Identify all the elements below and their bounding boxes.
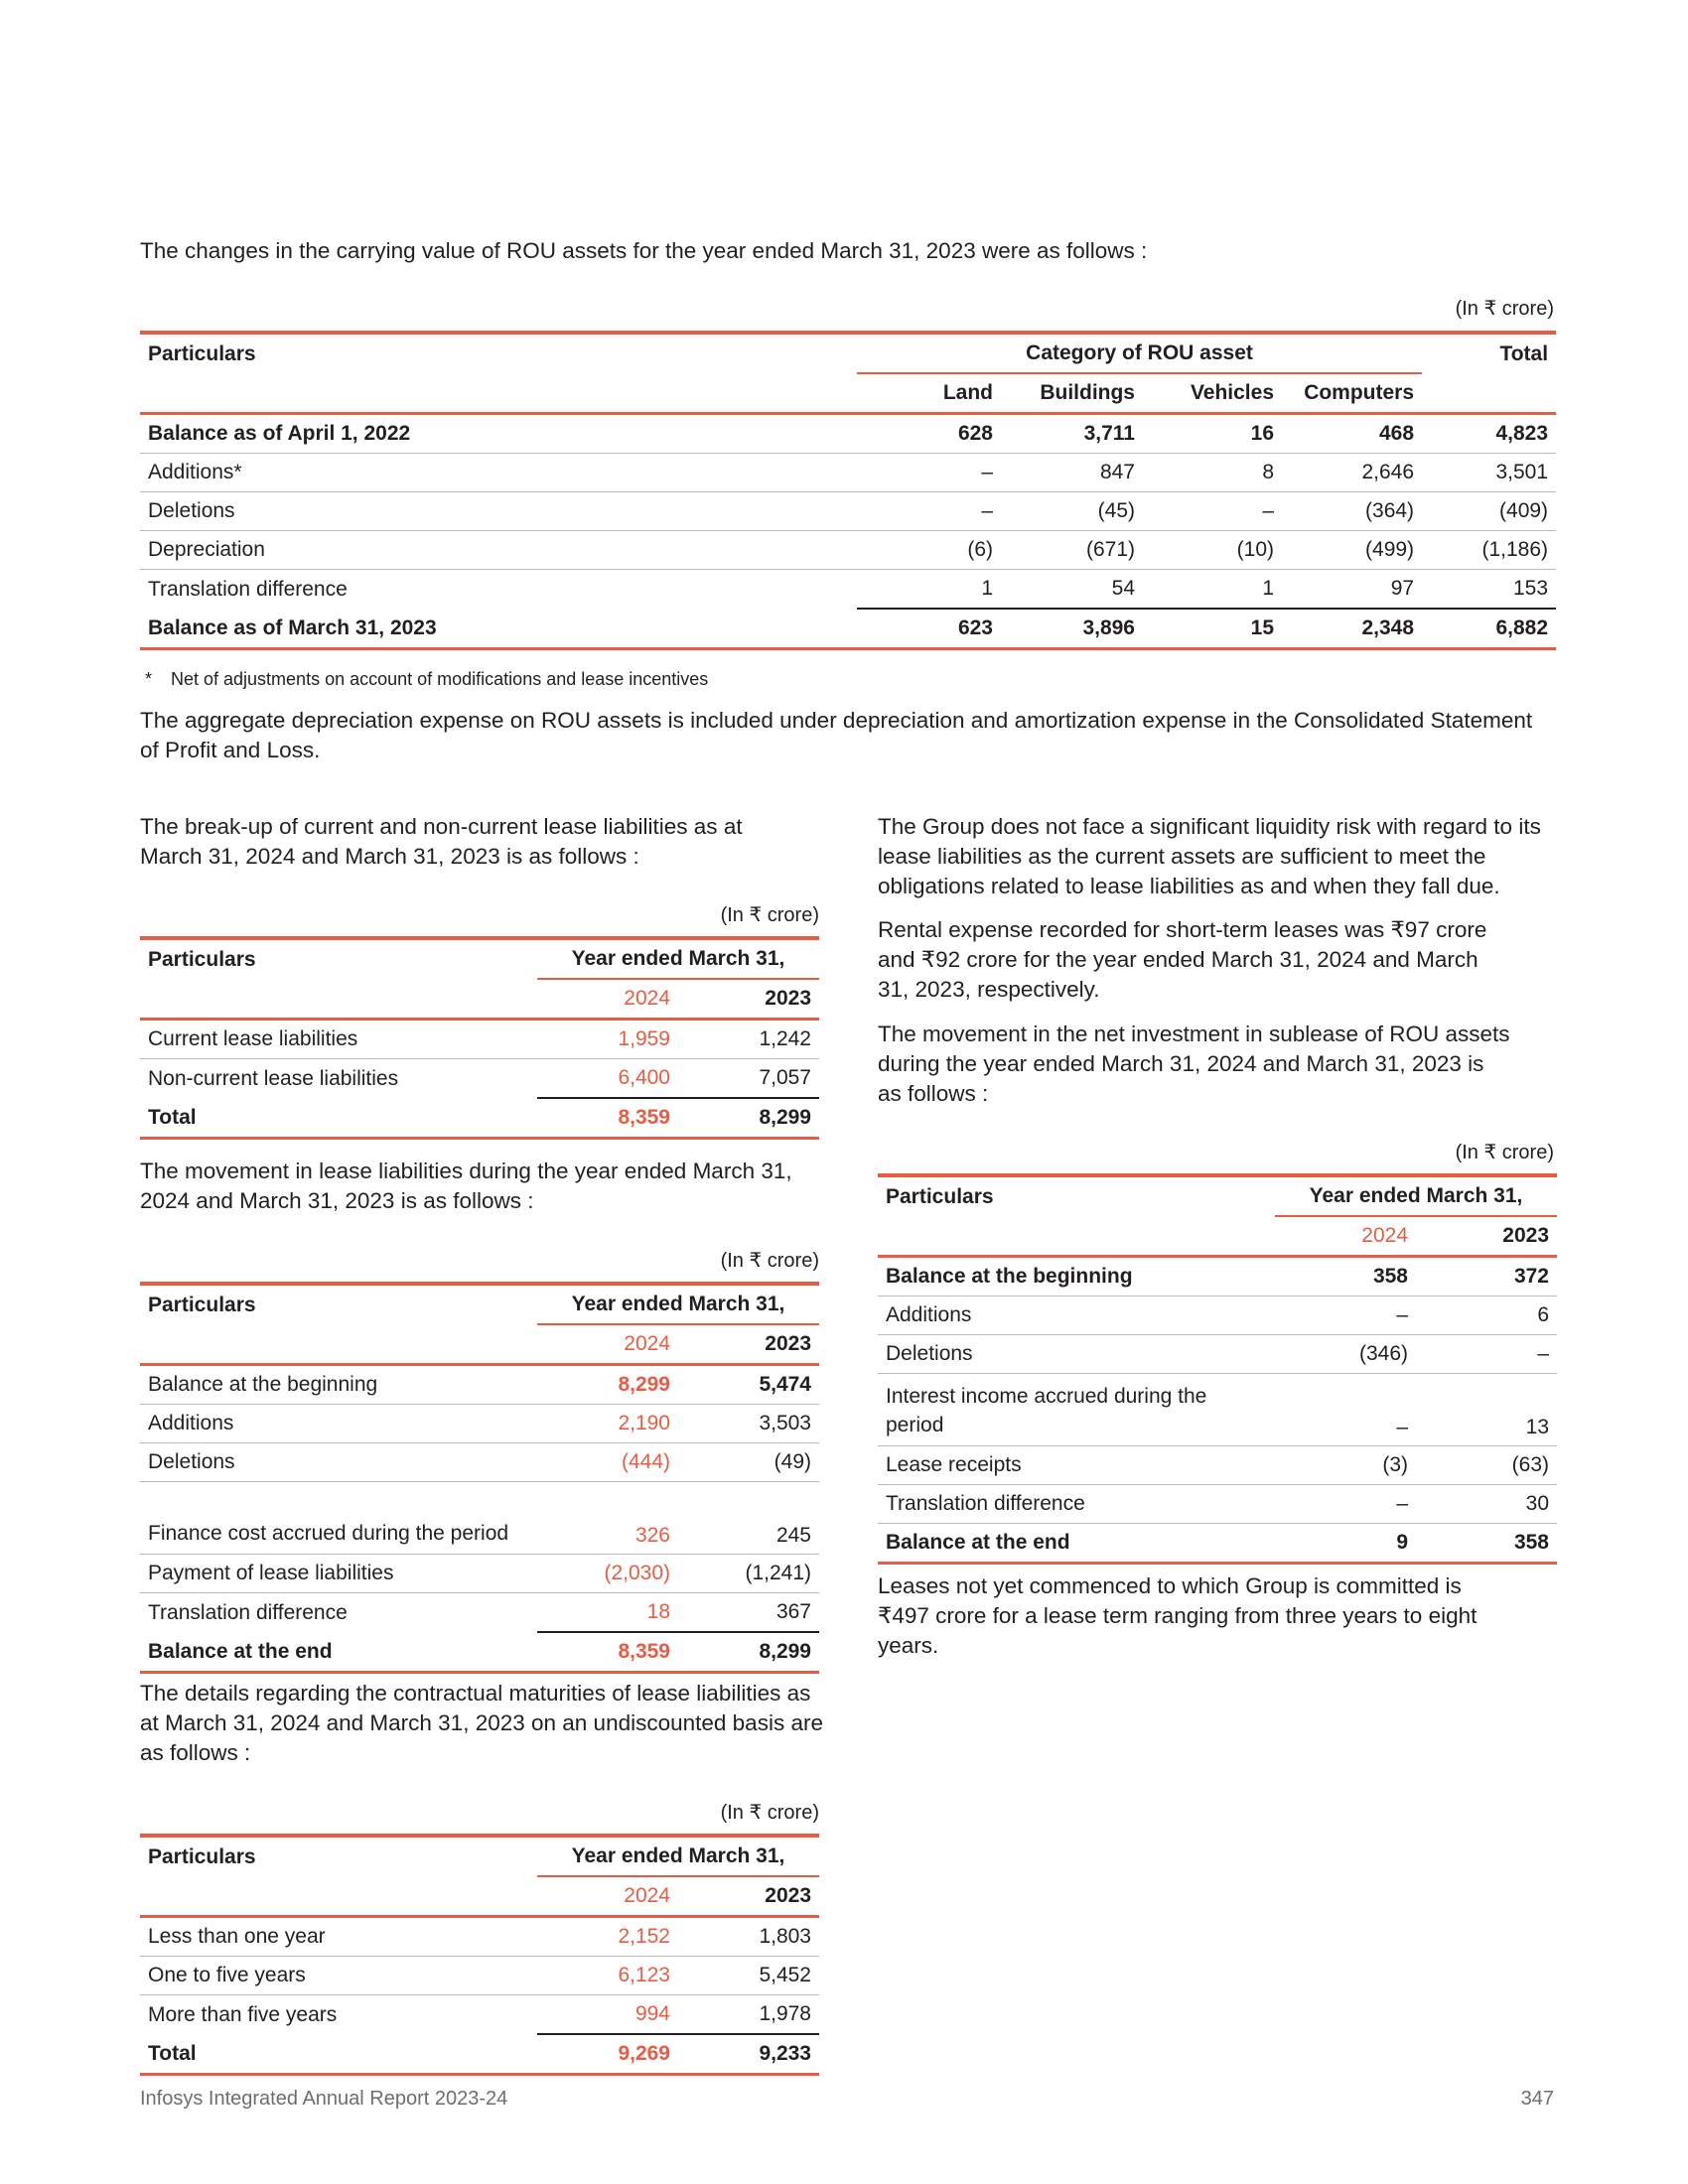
cell-2023: 30 [1416,1485,1557,1524]
cell-2024: 8,299 [537,1365,678,1405]
cell-2023: 372 [1416,1257,1557,1297]
h-2023: 2023 [1416,1216,1557,1257]
rou-h-land: Land [857,373,1001,414]
movement-table [140,1282,819,1674]
h-particulars: Particulars [140,938,537,979]
unit-label: (In ₹ crore) [1455,298,1554,320]
table-row [140,1593,819,1633]
cell-2024: 6,123 [537,1957,678,1995]
h-2024: 2024 [537,1324,678,1365]
rou-h-computers: Computers [1282,373,1422,414]
table-row [140,1405,819,1443]
cell-computers: 2,646 [1282,454,1422,492]
row-label: Less than one year [140,1917,537,1957]
row-label: Balance at the end [140,1632,537,1673]
cell-land: (6) [857,531,1001,570]
table-row [878,1257,1557,1297]
row-label: Lease receipts [878,1446,1275,1485]
row-label: Total [140,2034,537,2075]
cell-buildings: (45) [1001,492,1143,531]
row-label: Deletions [140,1443,537,1482]
cell-2024: 994 [537,1995,678,2035]
cell-computers: (499) [1282,531,1422,570]
table-row [878,1297,1557,1335]
h-particulars: Particulars [878,1175,1275,1216]
row-label: Additions* [140,454,857,492]
table-row [140,609,1556,649]
row-label: Balance at the beginning [878,1257,1275,1297]
h-year-ended: Year ended March 31, [537,1836,819,1876]
unit-label: (In ₹ crore) [720,904,819,926]
cell-2023: 245 [678,1482,819,1555]
row-label: Balance as of March 31, 2023 [140,609,857,649]
table-row [140,1917,819,1957]
cell-vehicles: 16 [1143,414,1282,454]
cell-2023: 8,299 [678,1098,819,1139]
h-particulars: Particulars [140,1284,537,1324]
h-2023: 2023 [678,1324,819,1365]
cell-2024: 326 [537,1482,678,1555]
row-label: Non-current lease liabilities [148,1066,399,1090]
row-label: Balance as of April 1, 2022 [140,414,857,454]
h-2024: 2024 [1275,1216,1416,1257]
cell-vehicles: – [1143,492,1282,531]
h-particulars: Particulars [140,1836,537,1876]
movement-intro: The movement in lease liabilities during the year ended March 31, 2024 and March 31, 2023 is as follows : [140,1159,792,1213]
table-row [140,1482,819,1555]
table-row [140,2034,819,2075]
breakup-intro: The break-up of current and non-current lease liabilities as at March 31, 2024 and March 31, 2023 is as follows : [140,814,743,869]
cell-computers: 2,348 [1282,609,1422,649]
cell-2024: 358 [1275,1257,1416,1297]
rou-table [140,331,1556,650]
cell-2024: 9,269 [537,2034,678,2075]
cell-2024: 2,152 [537,1917,678,1957]
rou-h-buildings: Buildings [1001,373,1143,414]
table-row [878,1446,1557,1485]
cell-2024: (346) [1275,1335,1416,1374]
h-year-ended: Year ended March 31, [1275,1175,1557,1216]
table-row [878,1335,1557,1374]
maturity-table [140,1834,819,2076]
table-row [140,1443,819,1482]
row-label: Balance at the end [878,1524,1275,1564]
cell-buildings: 3,896 [1001,609,1143,649]
cell-2024: – [1275,1374,1416,1446]
commit-note: Leases not yet commenced to which Group is committed is ₹497 crore for a lease term ranging from three years to eight years. [878,1573,1477,1658]
cell-computers: 468 [1282,414,1422,454]
cell-2023: 1,978 [678,1995,819,2035]
liquidity-note: The Group does not face a significant liquidity risk with regard to its lease liabilities as the current assets are sufficient to meet the obligations related to lease liabilities as and when they fall due. [878,814,1541,898]
cell-2023: (1,241) [678,1555,819,1593]
h-year-ended: Year ended March 31, [537,938,819,979]
unit-label: (In ₹ crore) [720,1802,819,1824]
unit-label: (In ₹ crore) [1455,1142,1554,1163]
row-label: Additions [140,1405,537,1443]
cell-2023: 367 [678,1593,819,1633]
depr-note: The aggregate depreciation expense on ROU assets is included under depreciation and amortization expense in the Consolidated Statement of Profit and Loss. [140,708,1533,762]
table-row [140,1995,819,2035]
cell-2023: 7,057 [678,1059,819,1099]
row-label: Additions [878,1297,1275,1335]
cell-2023: 5,452 [678,1957,819,1995]
h-year-ended: Year ended March 31, [537,1284,819,1324]
row-label: More than five years [148,2002,338,2026]
table-row [140,414,1556,454]
table-row [878,1485,1557,1524]
table-row [140,1365,819,1405]
h-2023: 2023 [678,979,819,1020]
cell-2024: (444) [537,1443,678,1482]
cell-2023: 6 [1416,1297,1557,1335]
cell-total: 4,823 [1422,414,1556,454]
table-row [878,1524,1557,1564]
table-row [140,454,1556,492]
row-label: Deletions [140,492,857,531]
rou-h-total: Total [1422,333,1556,373]
cell-2023: 9,233 [678,2034,819,2075]
table-row [878,1374,1557,1446]
cell-land: – [857,492,1001,531]
cell-2024: (2,030) [537,1555,678,1593]
cell-2024: 8,359 [537,1632,678,1673]
row-label: Deletions [878,1335,1275,1374]
cell-computers: 97 [1282,570,1422,610]
cell-2023: 1,803 [678,1917,819,1957]
cell-vehicles: (10) [1143,531,1282,570]
cell-2024: 6,400 [537,1059,678,1099]
cell-total: 153 [1422,570,1556,610]
cell-vehicles: 8 [1143,454,1282,492]
cell-land: 623 [857,609,1001,649]
cell-vehicles: 15 [1143,609,1282,649]
table-row [140,1098,819,1139]
row-label: Current lease liabilities [140,1020,537,1059]
maturity-intro: The details regarding the contractual maturities of lease liabilities as at March 31, 2024 and March 31, 2023 on an undiscounted basis are as follows : [140,1681,823,1765]
rou-intro: The changes in the carrying value of ROU assets for the year ended March 31, 2023 were as follows : [140,238,1148,263]
table-row [140,1555,819,1593]
table-row [140,570,1556,610]
row-label: Balance at the beginning [140,1365,537,1405]
row-label: Finance cost accrued during the period [140,1482,537,1555]
row-label: Translation difference [878,1485,1275,1524]
cell-2024: (3) [1275,1446,1416,1485]
cell-2024: 8,359 [537,1098,678,1139]
h-2023: 2023 [678,1876,819,1917]
breakup-table [140,936,819,1140]
cell-2024: 2,190 [537,1405,678,1443]
footer-report-title: Infosys Integrated Annual Report 2023-24 [140,2088,508,2110]
table-row [140,492,1556,531]
cell-2023: (49) [678,1443,819,1482]
cell-total: (409) [1422,492,1556,531]
cell-2023: – [1416,1335,1557,1374]
table-row [140,1020,819,1059]
footnote-mark: * [145,669,153,689]
table-row [140,1059,819,1099]
sublease-intro: The movement in the net investment in sublease of ROU assets during the year ended March 31, 2024 and March 31, 2023 is as follows : [878,1022,1510,1106]
cell-2023: (63) [1416,1446,1557,1485]
row-label: Translation difference [148,1600,348,1624]
cell-2024: 1,959 [537,1020,678,1059]
cell-2023: 8,299 [678,1632,819,1673]
cell-buildings: 3,711 [1001,414,1143,454]
h-2024: 2024 [537,1876,678,1917]
cell-2024: 18 [537,1593,678,1633]
rou-h-vehicles: Vehicles [1143,373,1282,414]
cell-total: 6,882 [1422,609,1556,649]
footnote: Net of adjustments on account of modifications and lease incentives [171,669,709,689]
row-label: Interest income accrued during the period [878,1374,1275,1446]
row-label: Total [140,1098,537,1139]
cell-buildings: (671) [1001,531,1143,570]
cell-2023: 13 [1416,1374,1557,1446]
cell-computers: (364) [1282,492,1422,531]
cell-buildings: 54 [1001,570,1143,610]
cell-2023: 3,503 [678,1405,819,1443]
cell-total: (1,186) [1422,531,1556,570]
cell-vehicles: 1 [1143,570,1282,610]
sublease-table [878,1173,1557,1565]
table-row [140,1957,819,1995]
cell-2023: 1,242 [678,1020,819,1059]
table-row [140,1632,819,1673]
row-label: Depreciation [140,531,857,570]
row-label: Translation difference [148,577,348,601]
rental-note: Rental expense recorded for short-term leases was ₹97 crore and ₹92 crore for the year ended March 31, 2024 and March 31, 2023, respectively. [878,917,1487,1002]
table-row [140,531,1556,570]
cell-2024: 9 [1275,1524,1416,1564]
unit-label: (In ₹ crore) [720,1250,819,1272]
row-label: Payment of lease liabilities [140,1555,537,1593]
cell-2024: – [1275,1485,1416,1524]
cell-2023: 5,474 [678,1365,819,1405]
cell-2024: – [1275,1297,1416,1335]
cell-land: 1 [857,570,1001,610]
page-number: 347 [1520,2088,1554,2110]
rou-h-category: Category of ROU asset [857,333,1422,373]
rou-h-particulars: Particulars [140,333,857,373]
cell-total: 3,501 [1422,454,1556,492]
row-label: One to five years [140,1957,537,1995]
cell-land: 628 [857,414,1001,454]
h-2024: 2024 [537,979,678,1020]
cell-land: – [857,454,1001,492]
cell-buildings: 847 [1001,454,1143,492]
cell-2023: 358 [1416,1524,1557,1564]
